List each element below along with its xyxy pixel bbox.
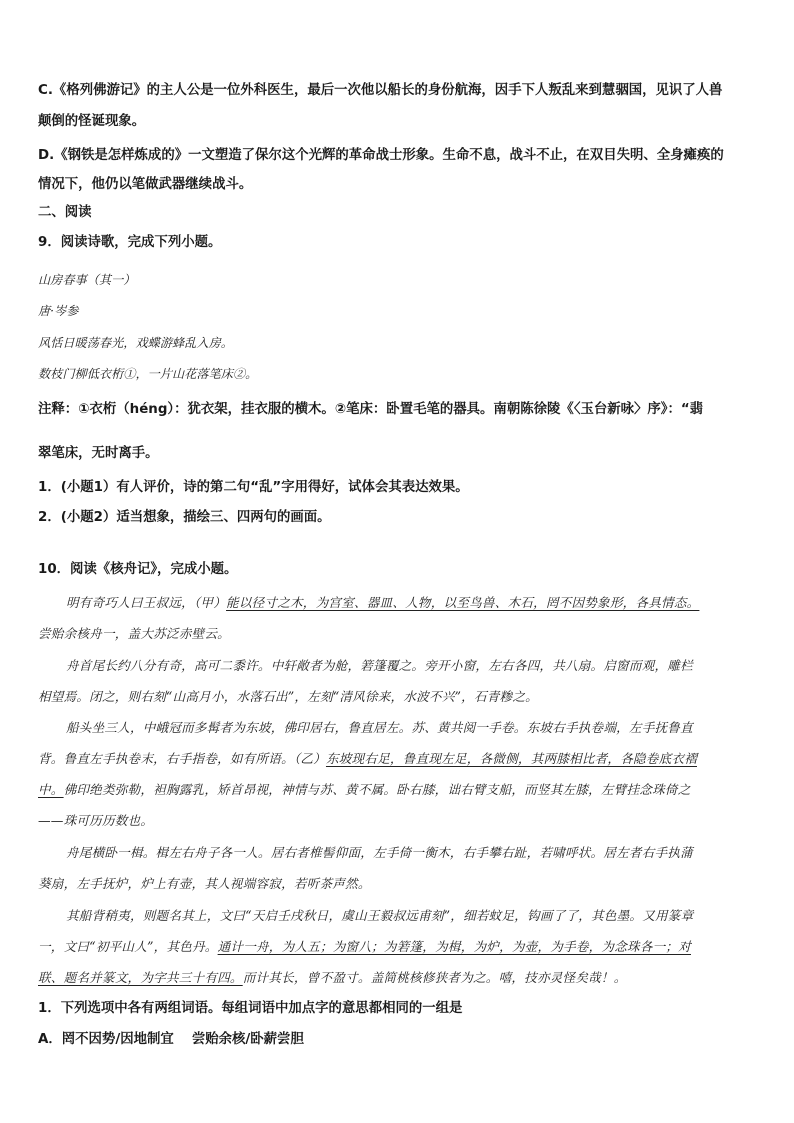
question-10-prompt: 10．阅读《核舟记》，完成小题。 (38, 562, 238, 577)
passage-p1-line2: 尝贻余核舟一，盖大苏泛赤壁云。 (38, 626, 230, 641)
passage-p3-line3 (38, 780, 756, 800)
passage-p5-line1: 其船背稍夷，则题名其上，文曰“天启壬戌秋日，虞山王毅叔远甫刻”，细若蚊足，钩画了了，其色墨。又用篆章 (66, 908, 694, 923)
passage-p5-underlined: 通计一舟，为人五；为窗八；为箬篷，为楫，为炉，为壶，为手卷，为念珠各一；对 (217, 939, 691, 954)
passage-p2-line2: 相望焉。闭之，则右刻“山高月小，水落石出”，左刻“清风徐来，水波不兴”，石青糁之。 (38, 689, 538, 704)
passage-p3-underlined-yi-end: 中。 (38, 782, 64, 797)
option-c-line1: C.《格列佛游记》的主人公是一位外科医生，最后一次他以船长的身份航海，因手下人叛乱来到慧骃国，见识了人兽 (38, 83, 723, 98)
passage-p4-line2: 葵扇，左手抚炉，炉上有壶，其人视端容寂，若听茶声然。 (38, 876, 371, 891)
poem-line-1: 风恬日暖荡春光，戏蝶游蜂乱入房。 (38, 336, 233, 350)
poem-line-2: 数枝门柳低衣桁①，一片山花落笔床②。 (38, 367, 258, 381)
passage-p1-line1 (66, 593, 756, 613)
section-title: 二、阅读 (38, 205, 92, 220)
passage-p1-lead: 明有奇巧人曰王叔远，（甲） (66, 595, 227, 610)
passage-p5-rest: 而计其长，曾不盈寸。盖简桃核修狭者为之。嘻，技亦灵怪矣哉！。 (242, 970, 627, 985)
passage-p1-underlined-jia: 能以径寸之木，为宫室、器皿、人物，以至鸟兽、木石，罔不因势象形，各具情态。 (226, 595, 700, 610)
passage-p3-line2 (38, 749, 756, 769)
poem-note-line2: 翠笔床，无时离手。 (38, 446, 159, 461)
passage-p5-lead: 一，文曰“初平山人”，其色丹。 (38, 939, 218, 954)
passage-p3-underlined-yi: 东坡现右足，鲁直现左足，各微侧，其两膝相比者，各隐卷底衣褶 (325, 751, 697, 766)
passage-p3-line4: ——珠可历历数也。 (38, 813, 154, 828)
passage-p5-line2 (38, 937, 756, 957)
passage-p2-line1: 舟首尾长约八分有奇，高可二黍许。中轩敞者为舱，箬篷覆之。旁开小窗，左右各四，共八扇。启窗而观，雕栏 (66, 658, 693, 673)
question-9-sub-1: 1．(小题1）有人评价，诗的第二句“乱”字用得好，试体会其表达效果。 (38, 480, 469, 495)
passage-p3-lead: 背。鲁直左手执卷末，右手指卷，如有所语。（乙） (38, 751, 326, 766)
passage-p5-underlined-end: 联、题名并篆文，为字共三十有四。 (38, 970, 243, 985)
option-d-line2: 情况下，他仍以笔做武器继续战斗。 (38, 177, 253, 192)
poem-author: 唐·岑参 (38, 304, 79, 318)
option-c-line2: 颠倒的怪诞现象。 (38, 114, 146, 129)
question-9-sub-2: 2．(小题2）适当想象，描绘三、四两句的画面。 (38, 510, 331, 525)
question-10-option-a: A．罔不因势/因地制宜 尝贻余核/卧薪尝胆 (38, 1032, 304, 1047)
question-9-prompt: 9．阅读诗歌，完成下列小题。 (38, 235, 222, 250)
passage-p4-line1: 舟尾横卧一楫。楫左右舟子各一人。居右者椎髻仰面，左手倚一衡木，右手攀右趾，若啸呼状。居左者右手执蒲 (66, 845, 693, 860)
passage-p3-rest: 佛印绝类弥勒，袒胸露乳，矫首昂视，神情与苏、黄不属。卧右膝，诎右臂支船，而竖其左膝，左臂挂念珠倚之 (63, 782, 691, 797)
poem-note-line1: 注释：①衣桁（héng）：犹衣架，挂衣服的横木。②笔床：卧置毛笔的器具。南朝陈徐陵《〈玉台新咏〉序》：“翡 (38, 402, 704, 417)
passage-p5-line3 (38, 968, 756, 988)
poem-title: 山房春事（其一） (38, 273, 136, 287)
passage-p3-line1: 船头坐三人，中峨冠而多髯者为东坡，佛印居右，鲁直居左。苏、黄共阅一手卷。东坡右手执卷端，左手抚鲁直 (66, 720, 693, 735)
option-d-line1: D.《钢铁是怎样炼成的》一文塑造了保尔这个光辉的革命战士形象。生命不息，战斗不止，在双目失明、全身瘫痪的 (38, 148, 724, 163)
question-10-sub-1: 1．下列选项中各有两组词语。每组词语中加点字的意思都相同的一组是 (38, 1001, 463, 1016)
